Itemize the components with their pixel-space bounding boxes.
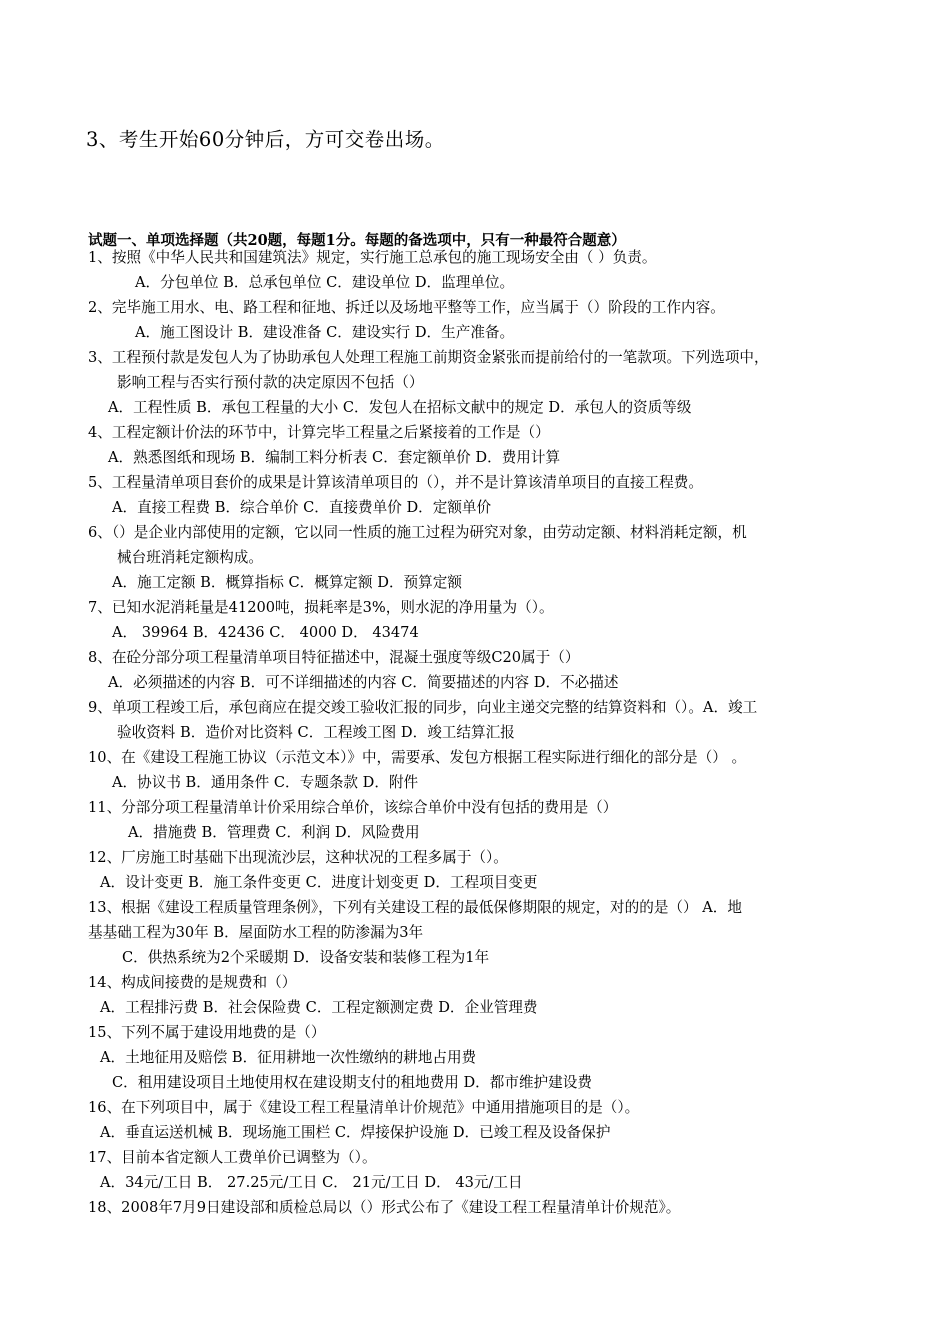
line-39: 18、2008年7月9日建设部和质检总局以（）形式公布了《建设工程工程量清单计价规范》。 bbox=[88, 1199, 681, 1216]
line-22: A．协议书 B．通用条件 C．专题条款 D．附件 bbox=[112, 774, 419, 791]
line-37: 17、目前本省定额人工费单价已调整为（）。 bbox=[88, 1149, 377, 1166]
line-5: 3、工程预付款是发包人为了协助承包人处理工程施工前期资金紧张而提前给付的一笔款项。下列选项中， bbox=[88, 349, 769, 366]
line-34: C．租用建设项目土地使用权在建设期支付的租地费用 D．都市维护建设费 bbox=[112, 1074, 592, 1091]
line-33: A．土地征用及赔偿 B．征用耕地一次性缴纳的耕地占用费 bbox=[100, 1049, 477, 1066]
line-15: 7、已知水泥消耗量是41200吨，损耗率是3%，则水泥的净用量为（）。 bbox=[88, 599, 554, 616]
line-3: 2、完毕施工用水、电、路工程和征地、拆迁以及场地平整等工作，应当属于（）阶段的工作内容。 bbox=[88, 299, 725, 316]
line-17: 8、在砼分部分项工程量清单项目特征描述中，混凝土强度等级C20属于（） bbox=[88, 649, 580, 666]
line-28: 基基础工程为30年 B．屋面防水工程的防渗漏为3年 bbox=[88, 924, 424, 941]
line-12: 6、（）是企业内部使用的定额，它以同一性质的施工过程为研究对象，由劳动定额、材料消耗定额，机 bbox=[88, 524, 747, 541]
line-2: A．分包单位 B．总承包单位 C．建设单位 D．监理单位。 bbox=[135, 274, 515, 291]
line-24: A．措施费 B．管理费 C．利润 D．风险费用 bbox=[128, 824, 420, 841]
line-6: 影响工程与否实行预付款的决定原因不包括（） bbox=[117, 374, 424, 391]
line-38: A．34元/工日 B． 27.25元/工日 C． 21元/工日 D． 43元/工日 bbox=[100, 1174, 523, 1191]
line-25: 12、厂房施工时基础下出现流沙层，这种状况的工程多属于（）。 bbox=[88, 849, 508, 866]
line-11: A．直接工程费 B．综合单价 C．直接费单价 D．定额单价 bbox=[112, 499, 492, 516]
line-20: 验收资料 B．造价对比资料 C．工程竣工图 D．竣工结算汇报 bbox=[117, 724, 515, 741]
line-30: 14、构成间接费的是规费和（） bbox=[88, 974, 297, 991]
line-8: 4、工程定额计价法的环节中，计算完毕工程量之后紧接着的工作是（） bbox=[88, 424, 550, 441]
line-21: 10、在《建设工程施工协议（示范文本）》中，需要承、发包方根据工程实际进行细化的部分是（） 。 bbox=[88, 749, 747, 766]
line-23: 11、分部分项工程量清单计价采用综合单价，该综合单价中没有包括的费用是（） bbox=[88, 799, 618, 816]
line-14: A．施工定额 B．概算指标 C．概算定额 D．预算定额 bbox=[112, 574, 462, 591]
section-title: 试题一、单项选择题（共20题，每题1分。每题的备选项中，只有一种最符合题意） bbox=[88, 232, 626, 249]
line-7: A．工程性质 B．承包工程量的大小 C．发包人在招标文献中的规定 D．承包人的资质等级 bbox=[108, 399, 692, 416]
line-10: 5、工程量清单项目套价的成果是计算该清单项目的（），并不是计算该清单项目的直接工程费。 bbox=[88, 474, 703, 491]
line-19: 9、单项工程竣工后，承包商应在提交竣工验收汇报的同步，向业主递交完整的结算资料和（）。A．竣工 bbox=[88, 699, 758, 716]
line-29: C．供热系统为2个采暖期 D．设备安装和装修工程为1年 bbox=[122, 949, 490, 966]
line-18: A．必须描述的内容 B．可不详细描述的内容 C．简要描述的内容 D．不必描述 bbox=[108, 674, 619, 691]
line-31: A．工程排污费 B．社会保险费 C．工程定额测定费 D．企业管理费 bbox=[100, 999, 538, 1016]
line-27: 13、根据《建设工程质量管理条例》，下列有关建设工程的最低保修期限的规定，对的的是（） A．地 bbox=[88, 899, 742, 916]
exam-notice: 3、考生开始60分钟后，方可交卷出场。 bbox=[86, 128, 445, 151]
line-35: 16、在下列项目中，属于《建设工程工程量清单计价规范》中通用措施项目的是（）。 bbox=[88, 1099, 640, 1116]
line-4: A．施工图设计 B．建设准备 C．建设实行 D．生产准备。 bbox=[135, 324, 515, 341]
line-9: A．熟悉图纸和现场 B．编制工料分析表 C．套定额单价 D．费用计算 bbox=[108, 449, 561, 466]
line-32: 15、下列不属于建设用地费的是（） bbox=[88, 1024, 326, 1041]
line-36: A．垂直运送机械 B．现场施工围栏 C．焊接保护设施 D．已竣工程及设备保护 bbox=[100, 1124, 611, 1141]
line-1: 1、按照《中华人民共和国建筑法》规定，实行施工总承包的施工现场安全由（ ）负责。 bbox=[88, 249, 657, 266]
line-13: 械台班消耗定额构成。 bbox=[117, 549, 263, 566]
line-26: A．设计变更 B．施工条件变更 C．进度计划变更 D．工程项目变更 bbox=[100, 874, 538, 891]
line-16: A． 39964 B．42436 C． 4000 D． 43474 bbox=[112, 624, 419, 641]
